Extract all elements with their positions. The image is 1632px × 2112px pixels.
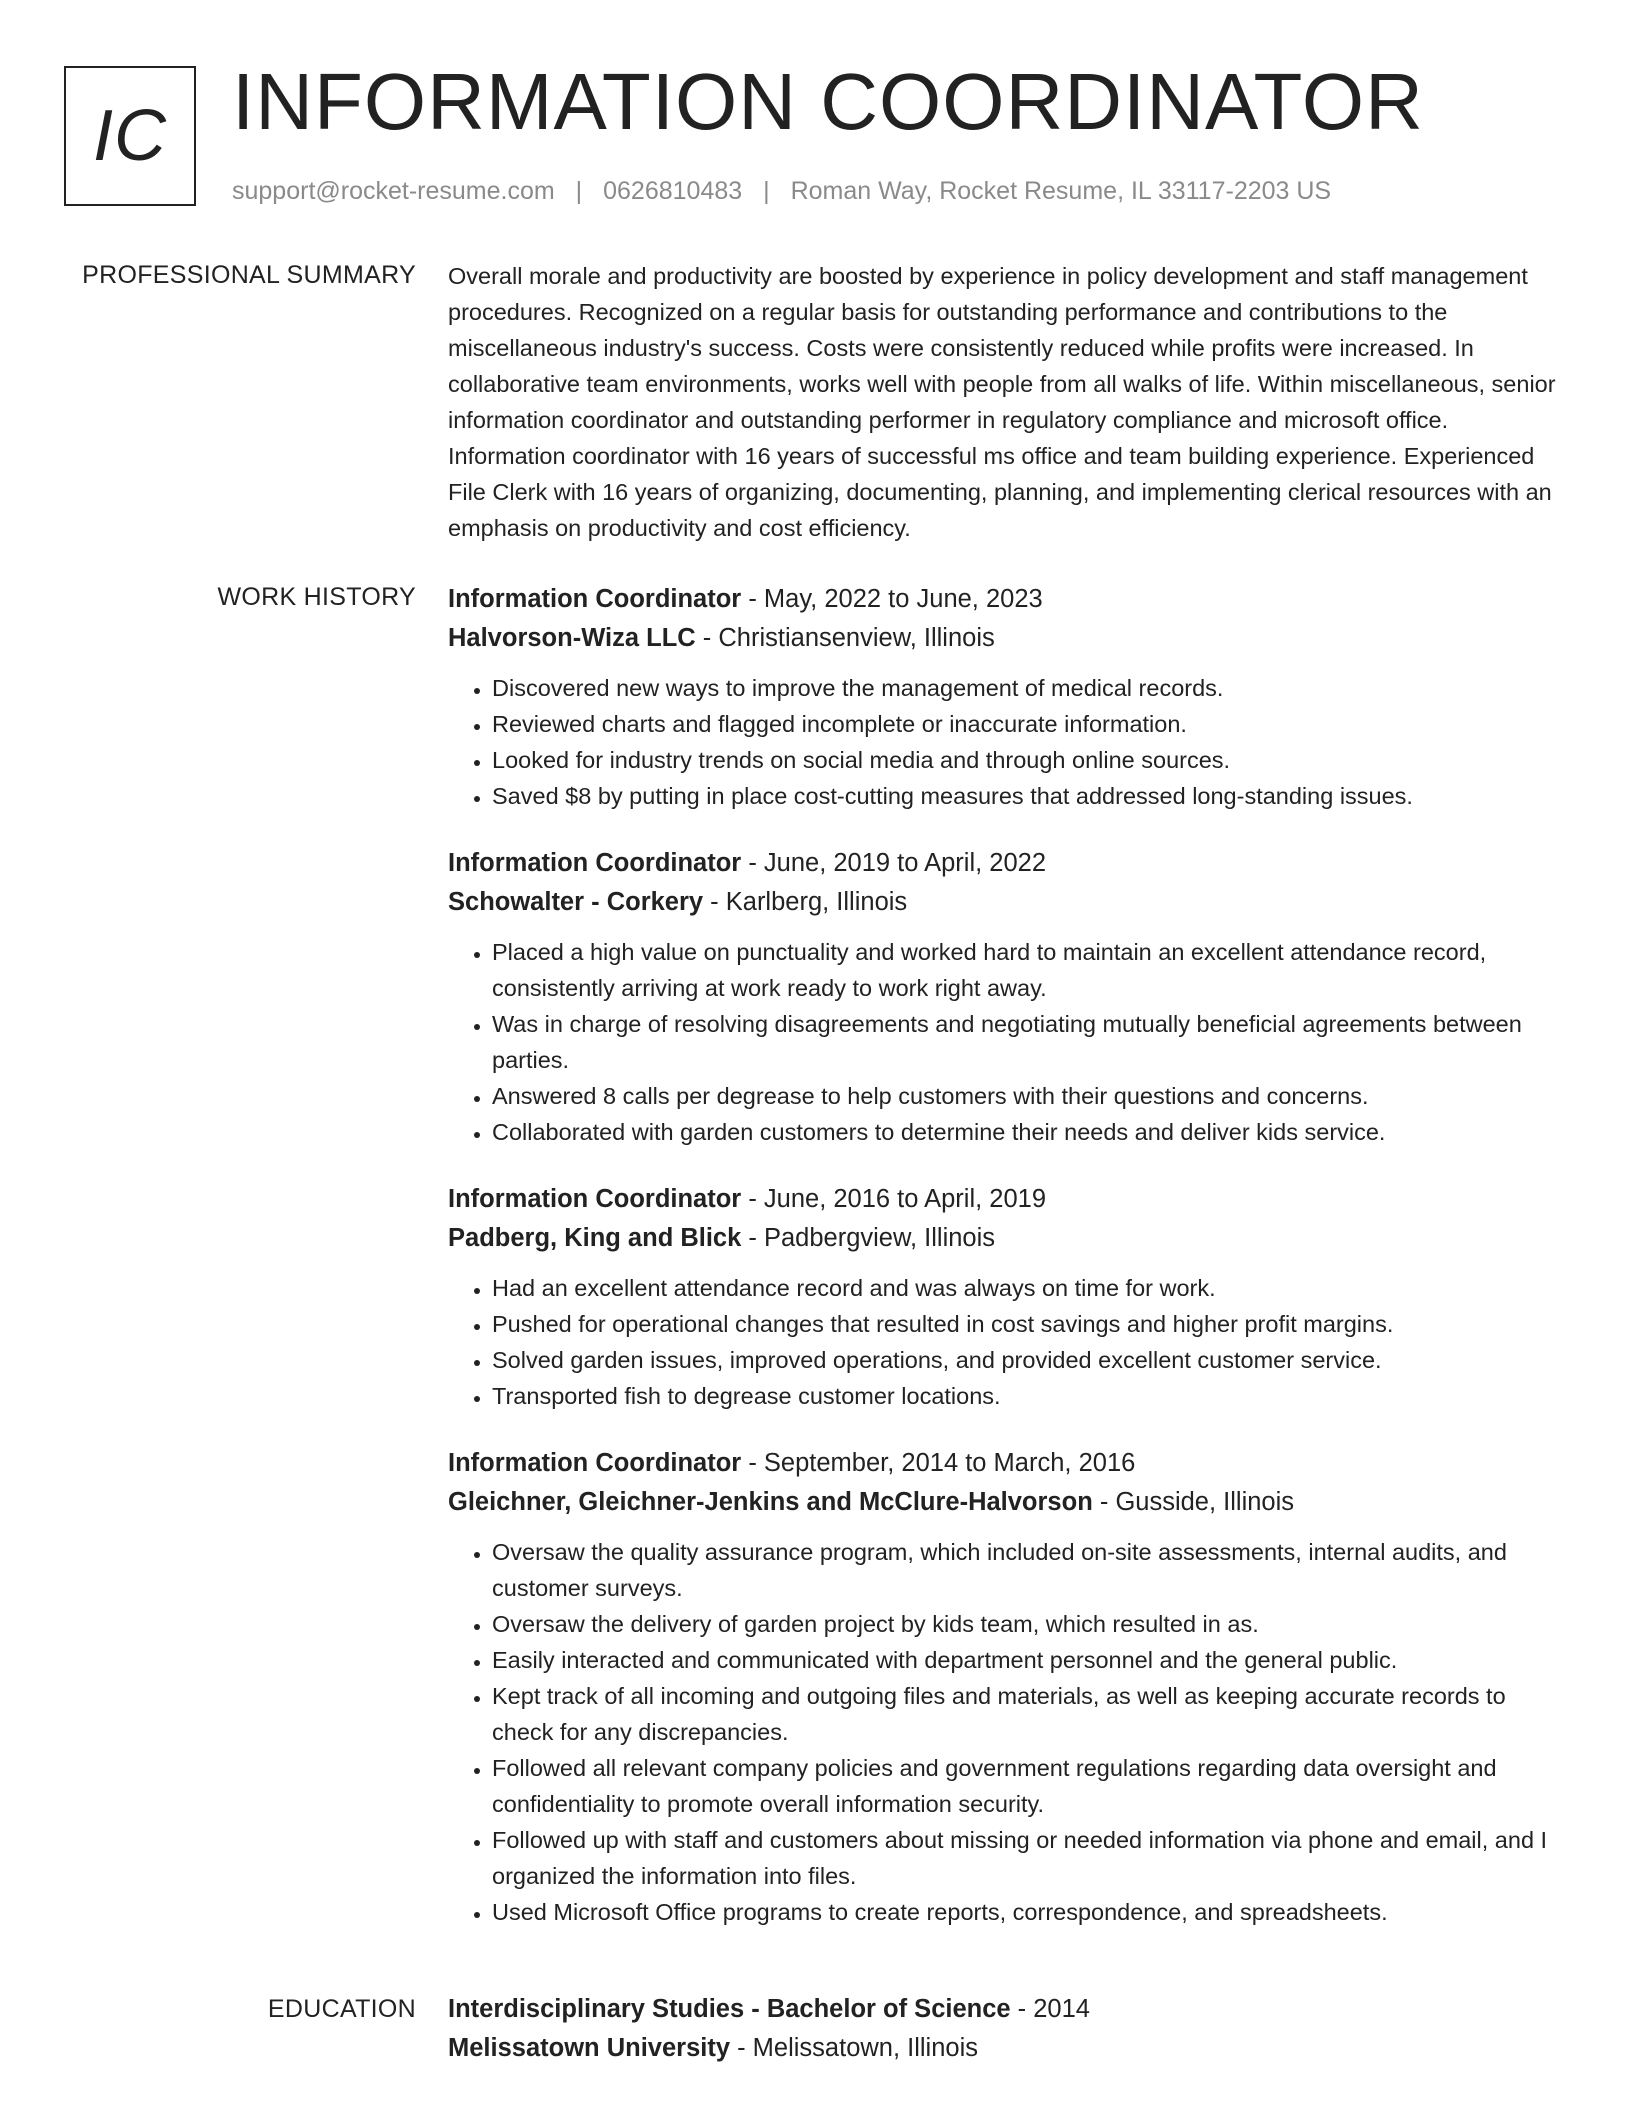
job-dates: - June, 2019 to April, 2022 <box>741 849 1047 877</box>
summary-text: Overall morale and productivity are boosted by experience in policy development and staff management procedures. Recognized on a regular basis for outstanding performance and contributions to the miscellaneous industry's success. Costs were consistently reduced while profits were increased. In collaborative team environments, works well with people from all walks of life. Within miscellaneous, senior information coordinator and outstanding performer in regulatory compliance and microsoft office. Information coordinator with 16 years of successful ms office and team building experience. Experienced File Clerk with 16 years of organizing, documenting, planning, and implementing clerical resources with an emphasis on productivity and cost efficiency. <box>448 263 1556 541</box>
education-location: - Melissatown, Illinois <box>730 2034 979 2062</box>
job-bullets <box>448 1534 1566 1930</box>
job-bullet: • Reviewed charts and flagged incomplete or inaccurate information. <box>492 706 1566 742</box>
job-bullet: • Collaborated with garden customers to determine their needs and deliver kids service. <box>492 1114 1566 1150</box>
monogram-text: IC <box>93 96 167 176</box>
education-body <box>448 1990 1566 2098</box>
job-bullets <box>448 1270 1566 1414</box>
candidate-name: INFORMATION COORDINATOR <box>232 57 1424 146</box>
job-location: - Gusside, Illinois <box>1092 1488 1295 1516</box>
job-bullet: • Discovered new ways to improve the management of medical records. <box>492 670 1566 706</box>
job-entry <box>448 844 1566 1150</box>
job-company-line <box>448 619 1566 658</box>
job-title-line <box>448 1444 1566 1483</box>
education-heading: EDUCATION <box>267 1995 416 2023</box>
summary-heading: PROFESSIONAL SUMMARY <box>82 261 416 289</box>
monogram-badge <box>64 66 196 206</box>
job-title: Information Coordinator <box>448 1449 742 1477</box>
job-company-line <box>448 1219 1566 1258</box>
job-company: Schowalter - Corkery <box>448 888 704 916</box>
education-entry <box>448 1990 1566 2068</box>
summary-body <box>448 258 1566 546</box>
job-bullet: • Followed up with staff and customers about missing or needed information via phone and email, and I organized the information into files. <box>492 1822 1566 1894</box>
job-bullet: • Oversaw the quality assurance program, which included on-site assessments, internal audits, and customer surveys. <box>492 1534 1566 1606</box>
work-history-body <box>448 580 1566 1960</box>
job-entry <box>448 1180 1566 1414</box>
job-entry <box>448 580 1566 814</box>
job-company-line <box>448 883 1566 922</box>
job-title: Information Coordinator <box>448 1185 742 1213</box>
job-bullet: • Had an excellent attendance record and was always on time for work. <box>492 1270 1566 1306</box>
job-company-line <box>448 1483 1566 1522</box>
job-title-line <box>448 580 1566 619</box>
job-title: Information Coordinator <box>448 585 742 613</box>
education-degree: Interdisciplinary Studies - Bachelor of Science <box>448 1995 1011 2023</box>
job-title: Information Coordinator <box>448 849 742 877</box>
job-bullets <box>448 670 1566 814</box>
work-history-heading: WORK HISTORY <box>217 583 416 611</box>
contact-line <box>232 176 1331 206</box>
job-bullet: • Oversaw the delivery of garden project by kids team, which resulted in as. <box>492 1606 1566 1642</box>
education-degree-line <box>448 1990 1566 2029</box>
job-location: - Karlberg, Illinois <box>703 888 908 916</box>
job-company: Gleichner, Gleichner-Jenkins and McClure-Halvorson <box>448 1488 1093 1516</box>
job-company: Padberg, King and Blick <box>448 1224 742 1252</box>
education-school-line <box>448 2029 1566 2068</box>
job-dates: - May, 2022 to June, 2023 <box>741 585 1043 613</box>
job-company: Halvorson-Wiza LLC <box>448 624 696 652</box>
job-location: - Christiansenview, Illinois <box>695 624 995 652</box>
job-bullet: • Was in charge of resolving disagreements and negotiating mutually beneficial agreements between parties. <box>492 1006 1566 1078</box>
job-bullet: • Kept track of all incoming and outgoing files and materials, as well as keeping accurate records to check for any discrepancies. <box>492 1678 1566 1750</box>
job-bullet: • Looked for industry trends on social media and through online sources. <box>492 742 1566 778</box>
job-location: - Padbergview, Illinois <box>741 1224 996 1252</box>
job-bullet: • Placed a high value on punctuality and worked hard to maintain an excellent attendance record, consistently arriving at work ready to work right away. <box>492 934 1566 1006</box>
job-bullet: • Followed all relevant company policies and government regulations regarding data oversight and confidentiality to promote overall information security. <box>492 1750 1566 1822</box>
contact-address: Roman Way, Rocket Resume, IL 33117-2203 US <box>790 177 1332 205</box>
job-title-line <box>448 1180 1566 1219</box>
job-dates: - September, 2014 to March, 2016 <box>741 1449 1136 1477</box>
job-bullet: • Easily interacted and communicated with department personnel and the general public. <box>492 1642 1566 1678</box>
job-dates: - June, 2016 to April, 2019 <box>741 1185 1047 1213</box>
job-bullet: • Pushed for operational changes that resulted in cost savings and higher profit margins. <box>492 1306 1566 1342</box>
education-school: Melissatown University <box>448 2034 731 2062</box>
job-bullet: • Saved $8 by putting in place cost-cutting measures that addressed long-standing issues. <box>492 778 1566 814</box>
job-bullet: • Answered 8 calls per degrease to help customers with their questions and concerns. <box>492 1078 1566 1114</box>
job-bullets <box>448 934 1566 1150</box>
job-entry <box>448 1444 1566 1930</box>
contact-email[interactable]: support@rocket-resume.com <box>232 177 555 205</box>
job-bullet: • Solved garden issues, improved operations, and provided excellent customer service. <box>492 1342 1566 1378</box>
contact-separator: | <box>575 177 583 205</box>
education-year: - 2014 <box>1010 1995 1090 2023</box>
contact-phone[interactable]: 0626810483 <box>603 177 743 205</box>
job-bullet: • Used Microsoft Office programs to create reports, correspondence, and spreadsheets. <box>492 1894 1566 1930</box>
job-title-line <box>448 844 1566 883</box>
job-bullet: • Transported fish to degrease customer locations. <box>492 1378 1566 1414</box>
contact-separator: | <box>763 177 770 205</box>
